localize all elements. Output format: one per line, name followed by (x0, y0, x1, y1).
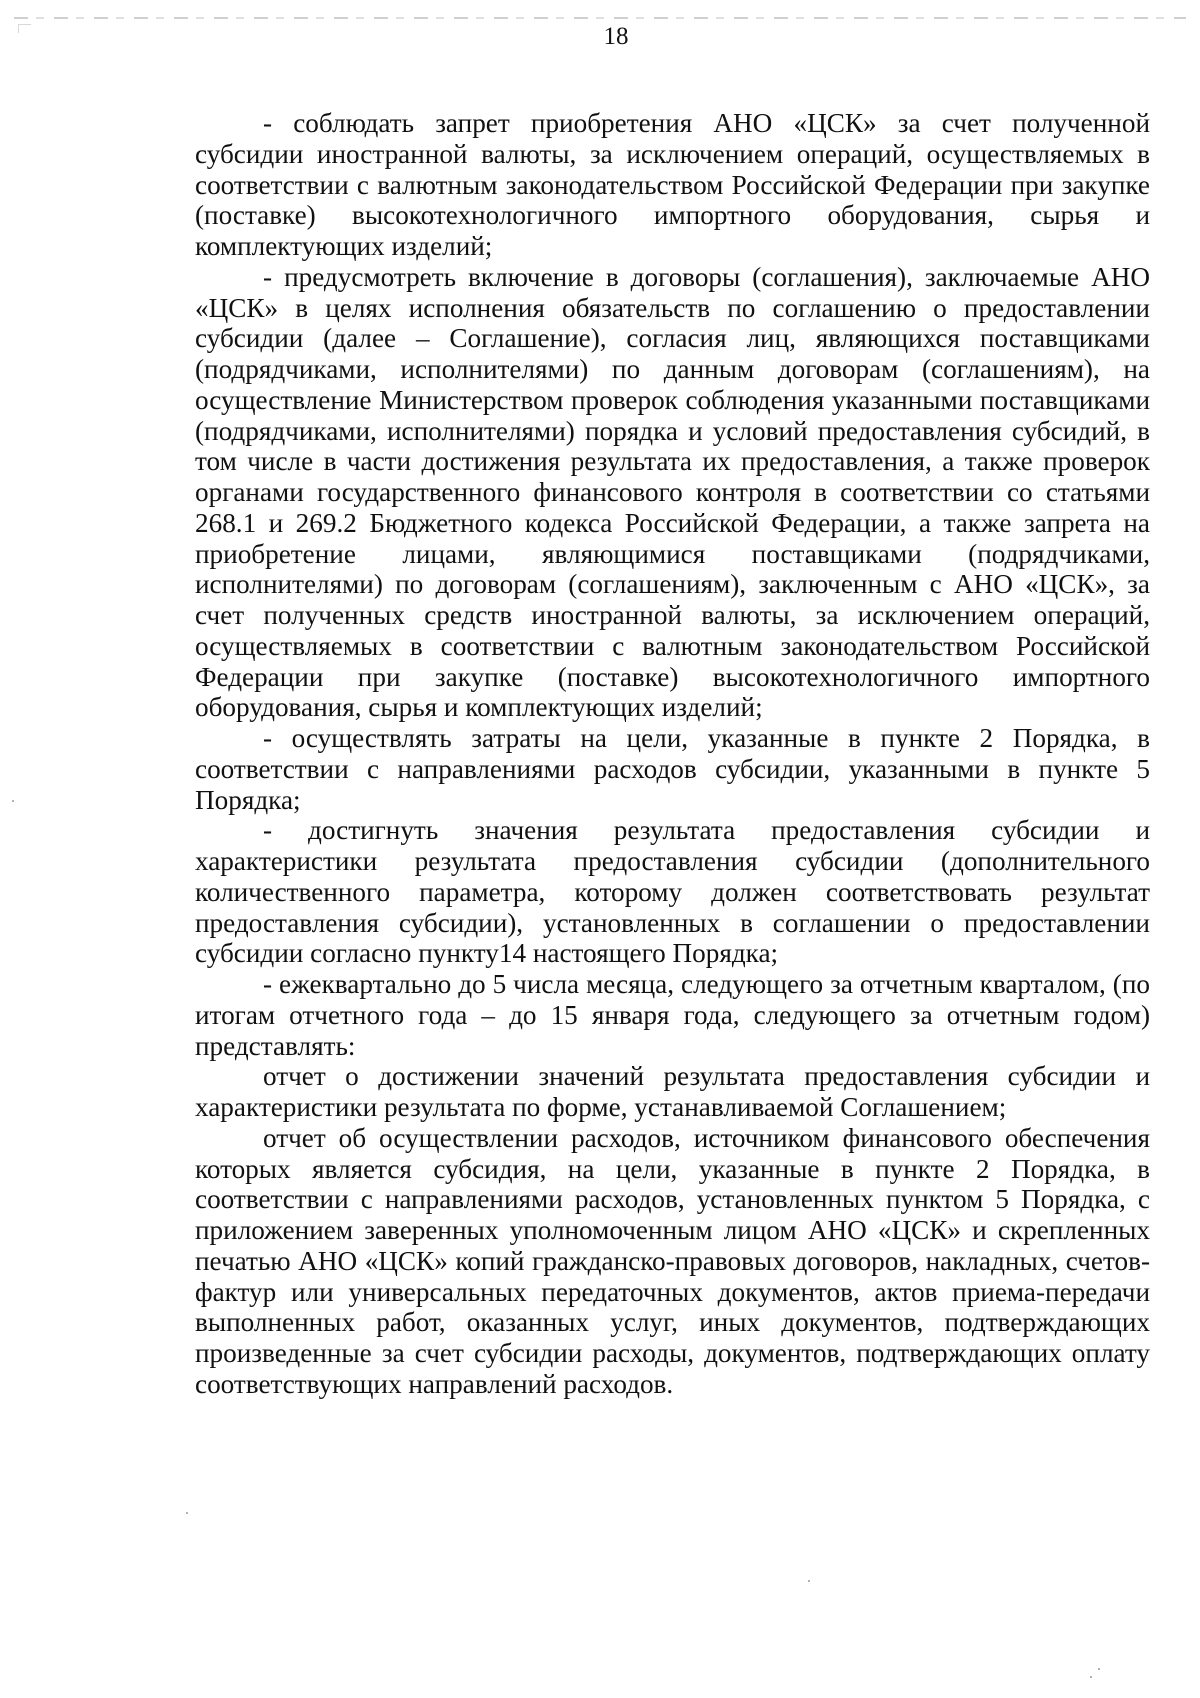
paragraph-quarterly-reporting: - ежеквартально до 5 числа месяца, следующего за отчетным кварталом, (по итогам отчетного года – до 15 января года, следующего за отчетным годом) представлять: (195, 969, 1150, 1061)
paragraph-contract-inclusion: - предусмотреть включение в договоры (соглашения), заключаемые АНО «ЦСК» в целях исполнения обязательств по соглашению о предоставлении субсидии (далее – Соглашение), согласия лиц, являющихся поставщиками (подрядчиками, исполнителями) по данным договорам (соглашениям), на осуществление Министерством проверок соблюдения указанными поставщиками (подрядчиками, исполнителями) порядка и условий предоставления субсидий, в том числе в части достижения результата их предоставления, а также проверок органами государственного финансового контроля в соответствии со статьями 268.1 и 269.2 Бюджетного кодекса Российской Федерации, а также запрета на приобретение лицами, являющимися поставщиками (подрядчиками, исполнителями) по договорам (соглашениям), заключенным с АНО «ЦСК», за счет полученных средств иностранной валюты, за исключением операций, осуществляемых в соответствии с валютным законодательством Российской Федерации при закупке (поставке) высокотехнологичного импортного оборудования, сырья и комплектующих изделий; (195, 261, 1150, 723)
scan-speck (12, 800, 14, 802)
paragraph-expenses: - осуществлять затраты на цели, указанные в пункте 2 Порядка, в соответствии с направлениями расходов субсидии, указанными в пункте 5 Порядка; (195, 723, 1150, 815)
page-number: 18 (603, 23, 629, 50)
scan-speck (808, 1580, 810, 1582)
scan-edge-artifact (14, 17, 1186, 19)
paragraph-result-report: отчет о достижении значений результата предоставления субсидии и характеристики результата по форме, устанавливаемой Соглашением; (195, 1061, 1150, 1122)
document-body (195, 108, 1150, 1400)
scan-speck (1090, 1676, 1092, 1678)
paragraph-expense-report: отчет об осуществлении расходов, источником финансового обеспечения которых является субсидия, на цели, указанные в пункте 2 Порядка, в соответствии с направлениями расходов, установленных пунктом 5 Порядка, с приложением заверенных уполномоченным лицом АНО «ЦСК» и скрепленных печатью АНО «ЦСК» копий гражданско-правовых договоров, накладных, счетов-фактур или универсальных передаточных документов, актов приема-передачи выполненных работ, оказанных услуг, иных документов, подтверждающих произведенные за счет субсидии расходы, документов, подтверждающих оплату соответствующих направлений расходов. (195, 1122, 1150, 1399)
paragraph-currency-ban: - соблюдать запрет приобретения АНО «ЦСК» за счет полученной субсидии иностранной валюты, за исключением операций, осуществляемых в соответствии с валютным законодательством Российской Федерации при закупке (поставке) высокотехнологичного импортного оборудования, сырья и комплектующих изделий; (195, 108, 1150, 261)
scan-speck (1098, 1668, 1100, 1670)
scan-speck (186, 1512, 188, 1514)
paragraph-result-values: - достигнуть значения результата предоставления субсидии и характеристики результата предоставления субсидии (дополнительного количественного параметра, которому должен соответствовать результат предоставления субсидии), установленных в соглашении о предоставлении субсидии согласно пункту14 настоящего Порядка; (195, 815, 1150, 969)
